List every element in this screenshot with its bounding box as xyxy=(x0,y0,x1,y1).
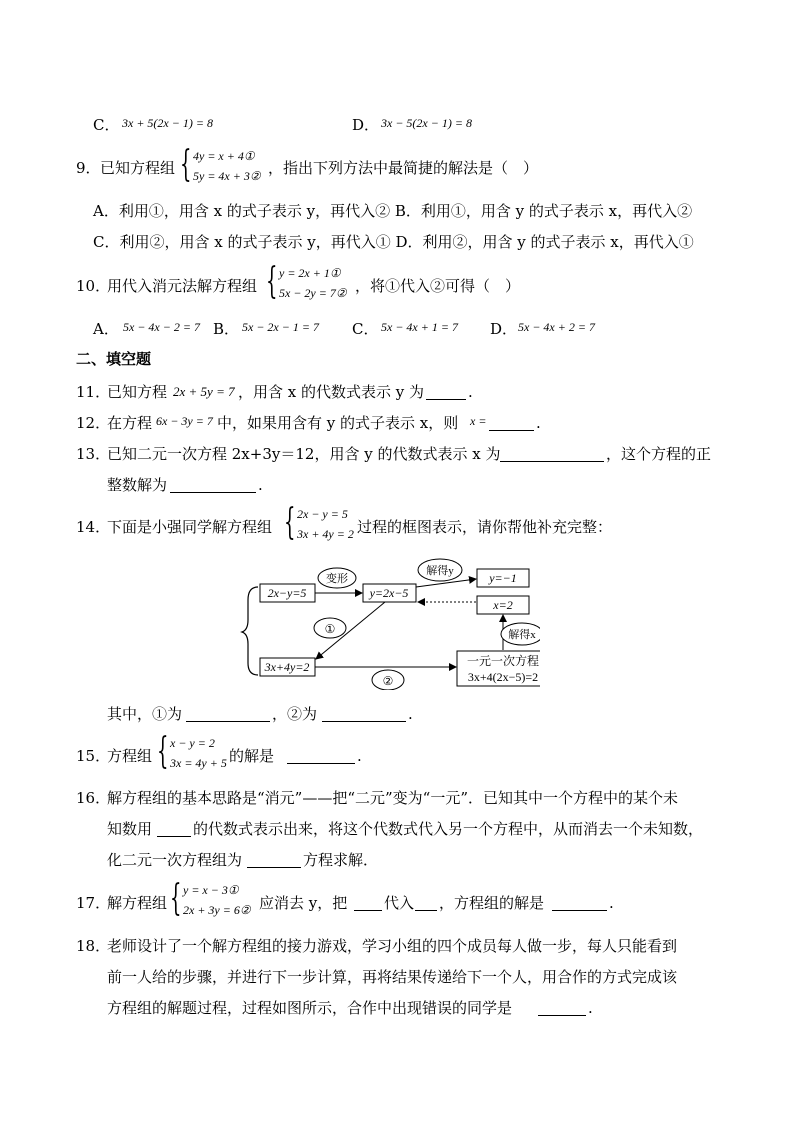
brace-glyph: { xyxy=(170,878,182,919)
q17-text-1: 应消去 y，把 xyxy=(259,894,348,912)
q13-line1: 已知二元一次方程 2x+3y＝12，用含 y 的代数式表示 x 为 xyxy=(107,445,501,463)
box-linear-equation-title: 一元一次方程 xyxy=(466,654,540,668)
q14-suffix: 过程的框图表示，请你帮他补充完整： xyxy=(357,518,613,536)
q14-number: 14． xyxy=(76,518,111,536)
brace-glyph: { xyxy=(266,261,278,302)
q18-number: 18． xyxy=(76,937,111,955)
q9-equation-system xyxy=(180,144,270,187)
q11-suffix: ，用含 x 的代数式表示 y 为 xyxy=(238,383,425,401)
q9-suffix: ，指出下列方法中最简捷的解法是（ ） xyxy=(268,159,539,177)
q12-x-equals: x = xyxy=(470,414,487,428)
q10-option-b-label: B． xyxy=(213,320,240,338)
q14-end: . xyxy=(408,705,413,723)
q17-answer-blank-2[interactable] xyxy=(415,896,437,911)
q18-end: . xyxy=(588,999,593,1017)
box-x-2-label: x=2 xyxy=(493,598,513,612)
q14-eq1: 2x − y = 5 xyxy=(297,507,348,521)
q17-number: 17． xyxy=(76,894,111,912)
q12-suffix: 中，如果用含有 y 的式子表示 x，则 xyxy=(217,414,459,432)
q10-option-c: 5x − 4x + 1 = 7 xyxy=(381,320,458,334)
q16-line1: 解方程组的基本思路是“消元”——把“二元”变为“一元”．已知其中一个方程中的某个未 xyxy=(107,789,679,807)
q11-equation: 2x + 5y = 7 xyxy=(173,384,235,399)
q10-option-c-label: C． xyxy=(352,320,379,338)
q14-prefix: 下面是小强同学解方程组 xyxy=(107,518,273,536)
option-label: C． xyxy=(93,116,120,134)
q17-equation-system xyxy=(170,878,260,921)
q10-option-d-label: D． xyxy=(490,320,518,338)
q13-answer-blank-2[interactable] xyxy=(170,478,256,493)
brace-glyph: { xyxy=(180,144,192,185)
oval-step-1-label: ① xyxy=(324,622,336,636)
q10-option-b: 5x − 2x − 1 = 7 xyxy=(242,320,319,334)
q16-answer-blank-1[interactable] xyxy=(157,822,191,837)
q10-option-a-label: A． xyxy=(93,320,119,338)
q17-end: . xyxy=(609,894,614,912)
q9-number: 9． xyxy=(76,159,101,177)
q13-answer-blank-1[interactable] xyxy=(500,447,604,462)
q15-end: . xyxy=(357,747,362,765)
q9-prefix: 已知方程组 xyxy=(100,159,176,177)
q12-prefix: 在方程 xyxy=(107,414,153,432)
section-heading: 二、填空题 xyxy=(76,350,152,368)
q11-end: . xyxy=(468,383,473,401)
q14-flowchart xyxy=(240,555,540,690)
brace-glyph: { xyxy=(284,502,296,543)
q9-options-cd: C．利用②，用含 x 的式子表示 y，再代入① D．利用②，用含 y 的式子表示 x，再代入① xyxy=(93,233,694,251)
q18-line1: 老师设计了一个解方程组的接力游戏，学习小组的四个成员每人做一步，每人只能看到 xyxy=(107,937,678,955)
q17-answer-blank-1[interactable] xyxy=(354,896,382,911)
q17-text-3: ，方程组的解是 xyxy=(439,894,545,912)
q14-answer-prefix: 其中，①为 xyxy=(107,705,183,723)
q13-end: . xyxy=(258,476,263,494)
q15-answer-blank[interactable] xyxy=(287,749,355,764)
q10-option-d: 5x − 4x + 2 = 7 xyxy=(518,320,595,334)
oval-transform-label: 变形 xyxy=(326,573,348,585)
q10-suffix: ，将①代入②可得（ ） xyxy=(355,277,521,295)
q9-options-ab: A．利用①，用含 x 的式子表示 y，再代入② B．利用①，用含 y 的式子表示 x，再代入② xyxy=(93,202,693,220)
oval-solve-x-label: 解得x xyxy=(508,629,536,641)
box-y-neg1-label: y=−1 xyxy=(489,571,517,585)
q16-line2-suffix: 的代数式表示出来，将这个代数式代入另一个方程中，从而消去一个未知数， xyxy=(193,820,704,838)
q11-answer-blank[interactable] xyxy=(426,385,466,400)
q13-line1-end: ，这个方程的正 xyxy=(606,445,712,463)
q10-eq1: y = 2x + 1① xyxy=(279,266,341,280)
q18-line2: 前一人给的步骤，并进行下一步计算，再将结果传递给下一个人，用合作的方式完成该 xyxy=(107,968,678,986)
oval-solve-y-label: 解得y xyxy=(426,565,454,577)
left-brace xyxy=(242,587,258,675)
q8-option-d-equation: 3x − 5(2x − 1) = 8 xyxy=(381,116,472,130)
q9-eq2: 5y = 4x + 3② xyxy=(193,169,261,183)
box-y-2x-5-label: y=2x−5 xyxy=(369,586,409,600)
q16-answer-blank-2[interactable] xyxy=(247,853,301,868)
box-linear-equation-eq: 3x+4(2x−5)=2 xyxy=(467,670,539,684)
q16-line2-prefix: 知数用 xyxy=(107,820,153,838)
q17-eq2: 2x + 3y = 6② xyxy=(183,903,251,917)
q16-line3-suffix: 方程求解． xyxy=(303,851,379,869)
q8-option-c xyxy=(93,115,119,135)
q15-number: 15． xyxy=(76,747,111,765)
q10-equation-system xyxy=(266,261,366,304)
q13-line2: 整数解为 xyxy=(107,476,168,494)
q15-equation-system xyxy=(157,731,237,774)
q18-answer-blank[interactable] xyxy=(538,1001,586,1016)
q14-eq2: 3x + 4y = 2 xyxy=(297,527,354,541)
q12-answer-blank[interactable] xyxy=(489,416,534,431)
q8-option-d xyxy=(352,115,379,135)
q15-suffix: 的解是 xyxy=(229,747,275,765)
q17-answer-blank-3[interactable] xyxy=(552,896,607,911)
q14-answer-blank-2[interactable] xyxy=(322,707,406,722)
q15-prefix: 方程组 xyxy=(107,747,153,765)
box-3x-4y-2-label: 3x+4y=2 xyxy=(264,660,310,674)
q17-eq1: y = x − 3① xyxy=(183,883,239,897)
q8-option-c-equation: 3x + 5(2x − 1) = 8 xyxy=(122,116,213,130)
q14-answer-blank-1[interactable] xyxy=(186,707,270,722)
oval-step-2-label: ② xyxy=(382,674,394,688)
q11-number: 11． xyxy=(76,383,111,401)
q18-line3: 方程组的解题过程，过程如图所示，合作中出现错误的同学是 xyxy=(107,999,513,1017)
q15-eq2: 3x = 4y + 5 xyxy=(170,756,227,770)
box-2x-y-5-label: 2x−y=5 xyxy=(267,586,307,600)
q11-prefix: 已知方程 xyxy=(107,383,168,401)
q14-answer-mid: ，②为 xyxy=(272,705,318,723)
q16-number: 16． xyxy=(76,789,111,807)
q15-eq1: x − y = 2 xyxy=(170,736,215,750)
option-label: D． xyxy=(352,116,380,134)
q12-end: . xyxy=(536,414,541,432)
brace-glyph: { xyxy=(157,731,169,772)
q10-option-a: 5x − 4x − 2 = 7 xyxy=(123,320,200,334)
q10-prefix: 用代入消元法解方程组 xyxy=(107,277,258,295)
q9-eq1: 4y = x + 4① xyxy=(193,149,255,163)
q17-prefix: 解方程组 xyxy=(107,894,168,912)
q10-eq2: 5x − 2y = 7② xyxy=(279,286,347,300)
q16-line3-prefix: 化二元一次方程组为 xyxy=(107,851,243,869)
q17-text-2: 代入 xyxy=(384,894,415,912)
q12-equation: 6x − 3y = 7 xyxy=(156,414,213,428)
q13-number: 13． xyxy=(76,445,111,463)
q12-number: 12． xyxy=(76,414,111,432)
q10-number: 10． xyxy=(76,277,111,295)
